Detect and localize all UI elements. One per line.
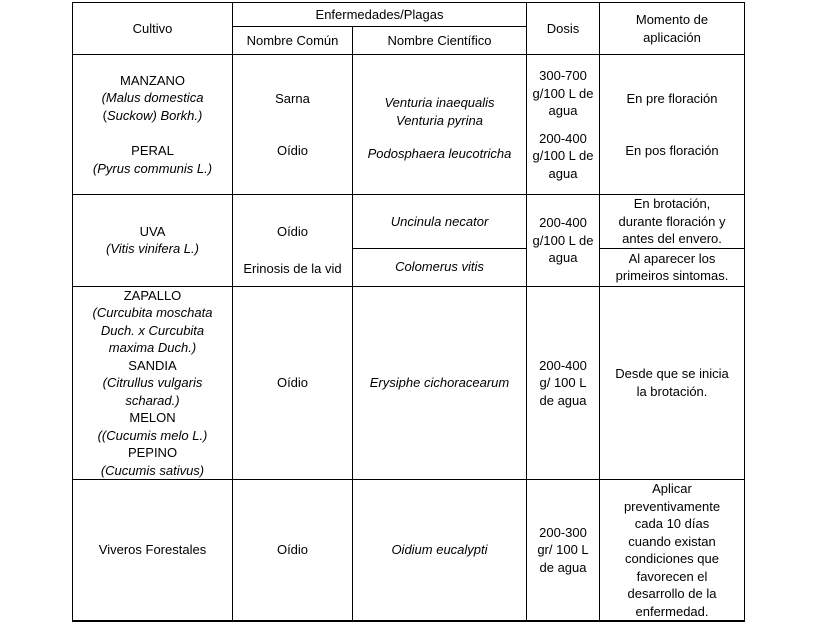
timing: Aplicar bbox=[652, 481, 692, 496]
dose: g/100 L de bbox=[532, 232, 594, 248]
header-cultivo: Cultivo bbox=[73, 3, 233, 55]
timing: enfermedad. bbox=[635, 603, 709, 619]
crop-scientific: ((Cucumis melo L.) bbox=[97, 427, 208, 443]
crop-scientific: (Pyrus communis L.) bbox=[92, 160, 213, 176]
timing: la brotación. bbox=[636, 383, 708, 399]
crop-scientific: maxima Duch.) bbox=[108, 340, 197, 355]
header-momento-l1: Momento de bbox=[635, 12, 709, 27]
crop-scientific: Duch. x Curcubita bbox=[100, 322, 205, 338]
nombre-comun-cell bbox=[233, 195, 353, 249]
disease-common: Erinosis de la vid bbox=[243, 261, 342, 276]
timing: favorecen el bbox=[636, 568, 708, 584]
disease-scientific: Venturia inaequalis bbox=[384, 95, 495, 111]
nombre-cientifico-cell bbox=[353, 286, 527, 480]
disease-scientific: Oidium eucalypti bbox=[391, 542, 488, 558]
table-row bbox=[73, 286, 745, 480]
timing: condiciones que bbox=[625, 551, 719, 566]
header-momento-l2: aplicación bbox=[643, 29, 701, 45]
nombre-comun-cell bbox=[233, 248, 353, 286]
dosis-cell bbox=[527, 480, 600, 622]
dose: de agua bbox=[539, 559, 587, 575]
crop-name: ZAPALLO bbox=[123, 287, 182, 303]
cultivo-cell bbox=[73, 286, 233, 480]
dose: 200-400 bbox=[539, 130, 587, 146]
timing: antes del envero. bbox=[622, 231, 722, 246]
timing: durante floración y bbox=[618, 213, 726, 229]
paren: ( bbox=[102, 107, 107, 123]
crop-name: UVA bbox=[139, 223, 166, 239]
crop-name: Viveros Forestales bbox=[98, 542, 207, 558]
dose: 200-400 bbox=[539, 357, 587, 373]
nombre-cientifico-cell bbox=[353, 55, 527, 195]
header-dosis: Dosis bbox=[527, 3, 600, 55]
momento-cell bbox=[600, 55, 745, 195]
crop-name: MELON bbox=[129, 410, 176, 425]
table-row bbox=[73, 480, 745, 622]
cultivo-cell bbox=[73, 195, 233, 287]
momento-cell bbox=[600, 480, 745, 622]
table-row bbox=[73, 55, 745, 195]
timing: cada 10 días bbox=[634, 516, 710, 531]
crop-scientific: (Cucumis sativus) bbox=[100, 462, 205, 478]
crop-name: SANDIA bbox=[128, 357, 177, 373]
disease-common: Oídio bbox=[276, 375, 309, 390]
dose: 200-300 bbox=[539, 524, 587, 540]
nombre-comun-cell bbox=[233, 286, 353, 480]
momento-cell bbox=[600, 195, 745, 249]
nombre-comun-cell bbox=[233, 55, 353, 195]
crop-scientific: (Malus domestica bbox=[101, 90, 204, 106]
dose: g/100 L de bbox=[532, 85, 594, 101]
crop-scientific: (Vitis vinifera L.) bbox=[106, 241, 199, 257]
dose: gr/ 100 L bbox=[537, 542, 589, 558]
disease-scientific: Podosphaera leucotricha bbox=[367, 146, 512, 162]
cultivo-cell bbox=[73, 55, 233, 195]
timing: preventivamente bbox=[623, 498, 721, 514]
dose: 200-400 bbox=[539, 215, 587, 230]
timing: En pre floración bbox=[626, 90, 718, 106]
timing: En brotación, bbox=[633, 196, 711, 211]
disease-scientific: Uncinula necator bbox=[390, 213, 489, 229]
header-nombre-cientifico: Nombre Científico bbox=[353, 27, 527, 55]
nombre-comun-cell bbox=[233, 480, 353, 622]
disease-scientific: Colomerus vitis bbox=[395, 259, 484, 275]
crop-scientific: (Curcubita moschata bbox=[92, 305, 213, 320]
nombre-cientifico-cell bbox=[353, 195, 527, 249]
crop-scientific: scharad.) bbox=[125, 392, 180, 408]
disease-common: Oídio bbox=[276, 143, 309, 158]
dose: agua bbox=[548, 103, 578, 118]
momento-cell bbox=[600, 248, 745, 286]
dose: de agua bbox=[539, 392, 587, 408]
dosis-cell bbox=[527, 286, 600, 480]
crop-name: PERAL bbox=[131, 143, 174, 159]
disease-common: Sarna bbox=[275, 90, 310, 106]
fungicide-table bbox=[72, 2, 745, 622]
nombre-cientifico-cell bbox=[353, 248, 527, 286]
timing: cuando existan bbox=[628, 533, 716, 549]
dose: agua bbox=[548, 165, 578, 181]
momento-cell bbox=[600, 286, 745, 480]
timing: En pos floración bbox=[625, 143, 719, 158]
dose: g/100 L de bbox=[532, 148, 594, 163]
dosis-cell bbox=[527, 195, 600, 287]
cultivo-cell bbox=[73, 480, 233, 622]
crop-name: MANZANO bbox=[120, 72, 185, 88]
table-row bbox=[73, 195, 745, 249]
crop-scientific bbox=[76, 107, 229, 125]
nombre-cientifico-cell bbox=[353, 480, 527, 622]
disease-scientific: Venturia pyrina bbox=[396, 112, 483, 128]
timing: desarrollo de la bbox=[627, 586, 717, 601]
dose: agua bbox=[548, 250, 578, 265]
dose: 300-700 bbox=[539, 68, 587, 83]
header-nombre-comun: Nombre Común bbox=[233, 27, 353, 55]
crop-scientific: (Citrullus vulgaris bbox=[102, 375, 203, 390]
timing: Desde que se inicia bbox=[615, 366, 729, 382]
dose: g/ 100 L bbox=[539, 375, 587, 390]
timing: primeiros sintomas. bbox=[615, 268, 729, 283]
disease-common: Oídio bbox=[276, 223, 309, 239]
header-enfermedades: Enfermedades/Plagas bbox=[233, 3, 527, 27]
header-momento bbox=[600, 3, 745, 55]
disease-common: Oídio bbox=[276, 542, 309, 558]
crop-name: PEPINO bbox=[127, 445, 178, 460]
crop-author: Suckow) Borkh.) bbox=[106, 107, 203, 123]
timing: Al aparecer los bbox=[628, 250, 716, 266]
disease-scientific: Erysiphe cichoracearum bbox=[369, 375, 510, 390]
dosis-cell bbox=[527, 55, 600, 195]
